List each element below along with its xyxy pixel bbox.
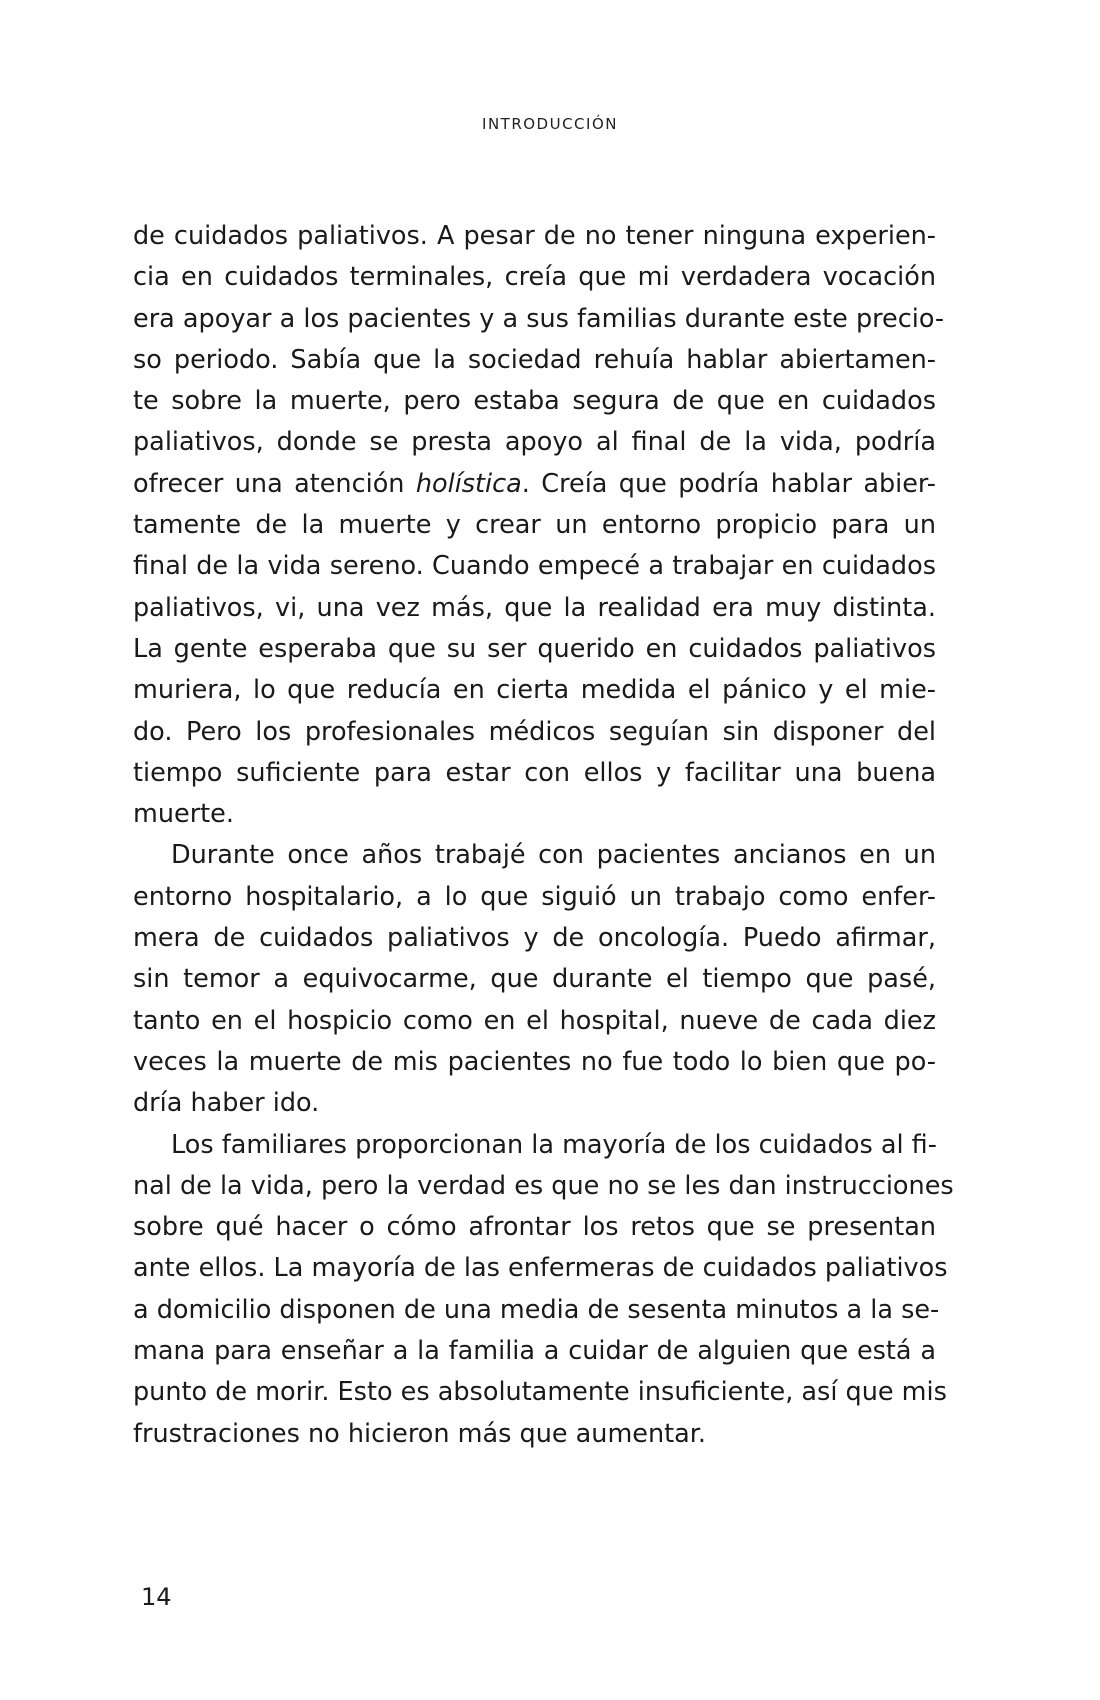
text-line: muerte.	[133, 799, 234, 830]
text-line: tamente de la muerte y crear un entorno propicio para un	[133, 510, 936, 541]
text-line: La gente esperaba que su ser querido en cuidados paliativos	[133, 633, 936, 664]
running-head: INTRODUCCIÓN	[482, 115, 618, 133]
text-line: paliativos, donde se presta apoyo al final de la vida, podría	[133, 427, 936, 458]
text-line: so periodo. Sabía que la sociedad rehuía hablar abiertamen-	[133, 344, 936, 375]
paragraph	[133, 1125, 954, 1455]
text-line: Los familiares proporcionan la mayoría de los cuidados al fi-	[171, 1129, 937, 1160]
text-line: tiempo suficiente para estar con ellos y facilitar una buena	[133, 757, 936, 788]
text-line: paliativos, vi, una vez más, que la realidad era muy distinta.	[133, 592, 936, 623]
text-line: entorno hospitalario, a lo que siguió un trabajo como enfer-	[133, 881, 936, 912]
text-line: era apoyar a los pacientes y a sus familias durante este precio-	[133, 303, 945, 334]
text-line: sobre qué hacer o cómo afrontar los retos que se presentan	[133, 1212, 936, 1243]
text-line: veces la muerte de mis pacientes no fue todo lo bien que po-	[133, 1046, 936, 1077]
text-line: do. Pero los profesionales médicos seguían sin disponer del	[133, 716, 936, 747]
text-line: frustraciones no hicieron más que aumentar.	[133, 1418, 707, 1449]
text-line: te sobre la muerte, pero estaba segura de que en cuidados	[133, 386, 936, 417]
paragraph	[133, 835, 936, 1124]
text-line: Durante once años trabajé con pacientes ancianos en un	[171, 840, 936, 871]
text-segment: . Creía que podría hablar abier-	[521, 468, 936, 499]
text-line: dría haber ido.	[133, 1088, 320, 1119]
text-line: mana para enseñar a la familia a cuidar de alguien que está a	[133, 1336, 936, 1367]
text-line: final de la vida sereno. Cuando empecé a trabajar en cuidados	[133, 551, 936, 582]
text-line: cia en cuidados terminales, creía que mi verdadera vocación	[133, 262, 936, 293]
text-line: tanto en el hospicio como en el hospital, nueve de cada diez	[133, 1005, 936, 1036]
text-line	[133, 464, 936, 505]
text-segment: ofrecer una atención	[133, 468, 416, 499]
body-text	[133, 216, 954, 1455]
text-line: sin temor a equivocarme, que durante el tiempo que pasé,	[133, 964, 936, 995]
text-line: de cuidados paliativos. A pesar de no tener ninguna experien-	[133, 221, 936, 251]
emphasis-text: holística	[415, 468, 522, 499]
text-line: nal de la vida, pero la verdad es que no se les dan instrucciones	[133, 1170, 954, 1201]
text-line: punto de morir. Esto es absolutamente insuficiente, así que mis	[133, 1377, 947, 1408]
text-line: a domicilio disponen de una media de sesenta minutos a la se-	[133, 1294, 940, 1325]
paragraph	[133, 216, 945, 835]
text-line: ante ellos. La mayoría de las enfermeras de cuidados paliativos	[133, 1253, 948, 1284]
text-line: muriera, lo que reducía en cierta medida el pánico y el mie-	[133, 675, 936, 706]
text-line: mera de cuidados paliativos y de oncología. Puedo afirmar,	[133, 923, 936, 954]
page-number: 14	[141, 1583, 172, 1611]
